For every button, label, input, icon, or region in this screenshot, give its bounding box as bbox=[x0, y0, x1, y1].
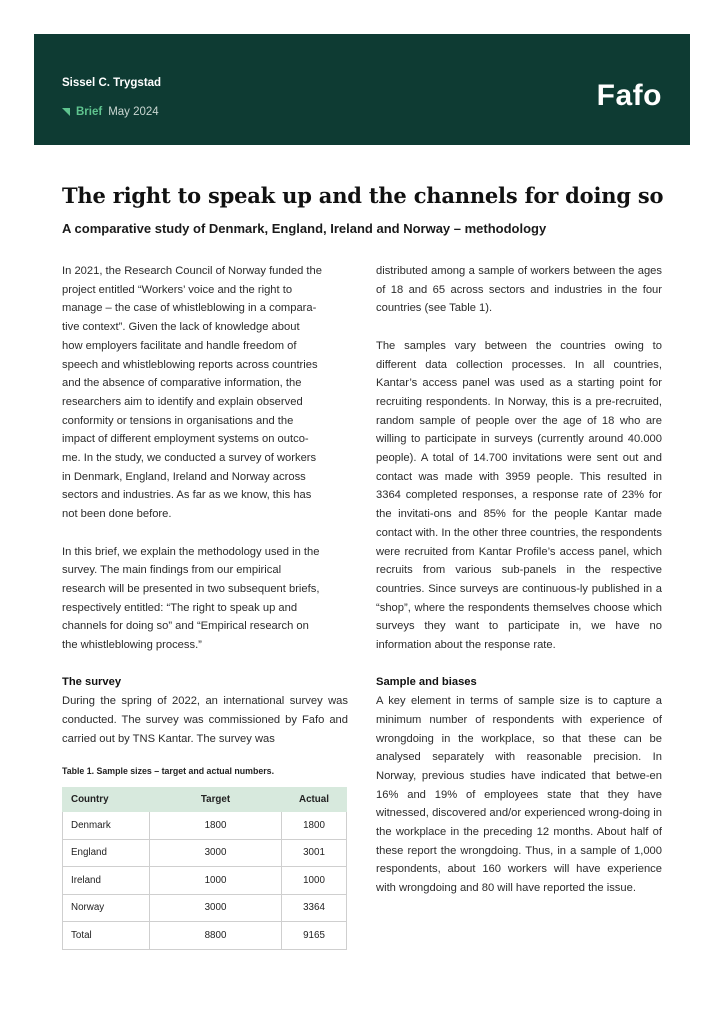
text-line: tive context”. Given the lack of knowledge about bbox=[62, 321, 300, 334]
table-row-total bbox=[63, 922, 347, 950]
distribution-paragraph: distributed among a sample of workers between the ages of 18 and 65 across sectors and industries in the four countries (see Table 1). bbox=[376, 265, 662, 315]
cell-target: 1800 bbox=[150, 812, 282, 840]
text-line: survey. The main findings from our empirical bbox=[62, 564, 282, 577]
cell-actual: 3364 bbox=[282, 894, 347, 922]
brief-corner-icon bbox=[62, 108, 70, 116]
text-line: how employers facilitate and handle freedom of bbox=[62, 339, 297, 352]
column-header-target: Target bbox=[150, 788, 282, 812]
cell-actual: 9165 bbox=[282, 922, 347, 950]
column-header-country: Country bbox=[63, 788, 150, 812]
sample-size-table bbox=[62, 787, 347, 950]
brief-purpose-paragraph bbox=[62, 543, 348, 655]
text-line: channels for doing so” and “Empirical research on bbox=[62, 620, 309, 633]
text-line: not been done before. bbox=[62, 508, 172, 521]
cell-country: Ireland bbox=[63, 867, 150, 895]
cell-country: England bbox=[63, 839, 150, 867]
author-name: Sissel C. Trygstad bbox=[62, 77, 162, 89]
cell-target: 3000 bbox=[150, 894, 282, 922]
cell-country: Denmark bbox=[63, 812, 150, 840]
text-line: and the absence of comparative information, the bbox=[62, 377, 302, 390]
text-line: the whistleblowing process.” bbox=[62, 639, 202, 652]
survey-heading: The survey bbox=[62, 676, 122, 689]
table-row bbox=[63, 894, 347, 922]
sample-biases-heading: Sample and biases bbox=[376, 676, 477, 689]
brief-meta bbox=[62, 106, 159, 118]
brief-label: Brief bbox=[76, 106, 103, 118]
text-line: In this brief, we explain the methodology used in the bbox=[62, 545, 320, 558]
brief-header bbox=[34, 34, 690, 145]
text-line: manage – the case of whistleblowing in a compara- bbox=[62, 302, 317, 315]
page-subtitle: A comparative study of Denmark, England, Ireland and Norway – methodology bbox=[62, 221, 547, 236]
cell-country: Norway bbox=[63, 894, 150, 922]
samples-paragraph: The samples vary between the countries owing to different data collection processes. In all countries, Kantar’s access panel was used as a starting point for recruiting respondents. In Norway, this is a pre-recruited, random sample of people over the age of 18 who are willing to participate in surveys (currently around 40.000 people). A total of 14.700 invitations were sent out and contact was made with 3959 people. This resulted in 3364 completed responses, a response rate of 23% for the invitati-ons and 85% for the people Kantar made contact with. In the other three countries, the respondents were recruited from Kantar Profile’s access panel, which recruits from various sub-panels in the respective countries. Since surveys are continuous-ly published in a “shop”, where the respondents themselves choose which surveys they want to participate in, we have no information about the response rate. bbox=[376, 339, 662, 652]
table-row bbox=[63, 867, 347, 895]
sample-biases-paragraph: A key element in terms of sample size is to capture a minimum number of respondents with experience of wrongdoing in the workplace, so that these can be analysed separately with reasonable precision. In Norway, previous studies have indicated that betwe-en 16% and 19% of employees state that they have witnessed, discovered and/or experienced wrong-doing in the workplace in the preceding 12 months. About half of these report the wrongdoing. Thus, in a sample of 1,000 respondents, about 160 workers will have experience with wrongdoing and 80 will have reported the issue. bbox=[376, 695, 662, 895]
cell-actual: 1000 bbox=[282, 867, 347, 895]
cell-actual: 3001 bbox=[282, 839, 347, 867]
left-column bbox=[62, 262, 348, 748]
table-row bbox=[63, 812, 347, 840]
cell-target: 3000 bbox=[150, 839, 282, 867]
cell-target: 1000 bbox=[150, 867, 282, 895]
text-line: conformity or tensions in organisations and the bbox=[62, 414, 294, 427]
publication-date: May 2024 bbox=[108, 106, 159, 118]
text-line: sectors and industries. As far as we know, this has bbox=[62, 489, 312, 502]
text-line: speech and whistleblowing reports across countries bbox=[62, 358, 318, 371]
table-row bbox=[63, 839, 347, 867]
intro-paragraph bbox=[62, 262, 348, 524]
text-line: impact of different employment systems on outco- bbox=[62, 433, 309, 446]
text-line: In 2021, the Research Council of Norway funded the bbox=[62, 265, 322, 277]
text-line: researchers aim to identify and explain observed bbox=[62, 395, 303, 408]
text-line: me. In the study, we conducted a survey of workers bbox=[62, 452, 317, 465]
page-title: The right to speak up and the channels for doing so bbox=[62, 183, 664, 208]
cell-actual: 1800 bbox=[282, 812, 347, 840]
survey-paragraph: During the spring of 2022, an international survey was conducted. The survey was commissioned by Fafo and carried out by TNS Kantar. The survey was bbox=[62, 695, 348, 745]
column-header-actual: Actual bbox=[282, 788, 347, 812]
right-column bbox=[376, 262, 662, 898]
cell-country: Total bbox=[63, 922, 150, 950]
fafo-logo: Fafo bbox=[596, 79, 662, 112]
text-line: in Denmark, England, Ireland and Norway across bbox=[62, 470, 306, 483]
cell-target: 8800 bbox=[150, 922, 282, 950]
text-line: respectively entitled: “The right to speak up and bbox=[62, 601, 298, 614]
text-line: research will be presented in two subsequent briefs, bbox=[62, 582, 320, 595]
table-header-row bbox=[63, 788, 347, 812]
table-caption: Table 1. Sample sizes – target and actual numbers. bbox=[62, 766, 275, 776]
text-line: project entitled “Workers’ voice and the right to bbox=[62, 283, 293, 296]
